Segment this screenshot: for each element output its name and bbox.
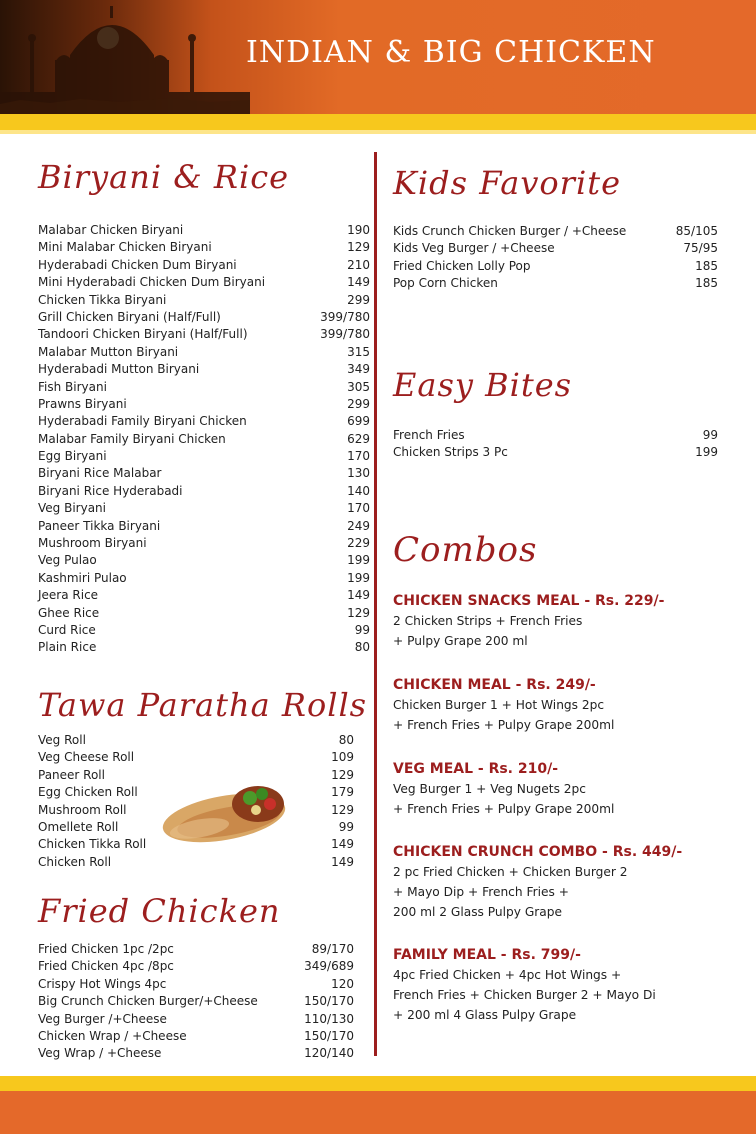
menu-item-price: 120/140 (304, 1046, 354, 1061)
menu-item (38, 222, 370, 239)
header-yellow-band (0, 114, 756, 130)
menu-item-price: 699 (347, 414, 370, 429)
menu-item-name: Biryani Rice Malabar (38, 466, 162, 481)
menu-item-price: 130 (347, 466, 370, 481)
menu-item (38, 605, 370, 622)
menu-item (38, 292, 370, 309)
menu-item-price: 150/170 (304, 1028, 354, 1043)
menu-item-name: Ghee Rice (38, 605, 100, 620)
menu-item-price: 185 (695, 276, 718, 291)
menu-item-name: Malabar Family Biryani Chicken (38, 431, 226, 446)
menu-item-name: Egg Biryani (38, 449, 107, 464)
combo-item (393, 945, 733, 1025)
menu-item-name: Fried Chicken Lolly Pop (393, 258, 531, 273)
menu-item-price: 315 (347, 344, 370, 359)
menu-item (38, 344, 370, 361)
menu-item-price: 179 (331, 785, 354, 800)
menu-item-price: 150/170 (304, 994, 354, 1009)
menu-item-name: Hyderabadi Mutton Biryani (38, 362, 200, 377)
menu-item (38, 732, 354, 749)
menu-item-price: 129 (331, 802, 354, 817)
menu-item-price: 249 (347, 518, 370, 533)
combo-item (393, 591, 733, 651)
menu-item-name: Chicken Tikka Roll (38, 837, 147, 852)
menu-item-price: 89/170 (311, 942, 354, 956)
menu-item-name: Kashmiri Pulao (38, 570, 127, 585)
menu-item (38, 958, 354, 975)
combo-description (393, 695, 733, 735)
combo-line: French Fries + Chicken Burger 2 + Mayo Di (393, 988, 656, 1002)
combo-title: CHICKEN CRUNCH COMBO - Rs. 449/- (393, 844, 683, 860)
combo-title: CHICKEN SNACKS MEAL - Rs. 229/- (393, 593, 665, 609)
menu-item-name: Biryani Rice Hyderabadi (38, 483, 183, 498)
menu-item-name: Pop Corn Chicken (393, 276, 498, 291)
menu-item (38, 941, 354, 958)
menu-item-name: Big Crunch Chicken Burger/+Cheese (38, 994, 258, 1009)
combo-line: 4pc Fried Chicken + 4pc Hot Wings + (393, 968, 622, 982)
fried-list (38, 941, 354, 1063)
menu-item-price: 149 (331, 854, 354, 869)
combo-description (393, 965, 733, 1025)
menu-item-price: 629 (347, 431, 370, 446)
menu-item-name: Curd Rice (38, 622, 96, 637)
combo-title: CHICKEN MEAL - Rs. 249/- (393, 677, 596, 693)
menu-item (38, 500, 370, 517)
menu-item-name: Mushroom Roll (38, 802, 127, 817)
combo-description (393, 611, 733, 651)
combo-description (393, 862, 733, 922)
menu-item-name: Chicken Strips 3 Pc (393, 445, 508, 460)
header-banner (0, 0, 756, 114)
menu-item (38, 431, 370, 448)
combo-line: 2 pc Fried Chicken + Chicken Burger 2 (393, 865, 628, 879)
menu-item-name: Plain Rice (38, 640, 97, 655)
menu-item-price: 109 (331, 750, 354, 765)
menu-item (38, 518, 370, 535)
menu-item (38, 361, 370, 378)
section-title-kids: Kids Favorite (393, 164, 621, 202)
combo-line: 2 Chicken Strips + French Fries (393, 614, 583, 628)
menu-item-name: Paneer Roll (38, 767, 105, 782)
menu-item (38, 413, 370, 430)
menu-item-name: Kids Crunch Chicken Burger / +Cheese (393, 224, 627, 238)
menu-item-price: 170 (347, 449, 370, 464)
menu-item (38, 993, 354, 1010)
menu-item-name: Chicken Roll (38, 854, 112, 869)
menu-item-name: Kids Veg Burger / +Cheese (393, 241, 555, 256)
menu-item-price: 129 (347, 240, 370, 255)
menu-item (38, 465, 370, 482)
menu-item-name: Fried Chicken 4pc /8pc (38, 959, 174, 974)
combo-item (393, 675, 733, 735)
menu-item-name: French Fries (393, 428, 465, 442)
menu-item (38, 1011, 354, 1028)
menu-item-price: 190 (347, 223, 370, 237)
menu-item-name: Mini Malabar Chicken Biryani (38, 240, 212, 255)
menu-item-name: Veg Pulao (38, 553, 97, 568)
section-title-biryani: Biryani & Rice (38, 158, 290, 196)
menu-item-price: 299 (347, 292, 370, 307)
menu-item-name: Tandoori Chicken Biryani (Half/Full) (38, 327, 248, 342)
menu-item-name: Veg Roll (38, 733, 86, 747)
menu-item-name: Mushroom Biryani (38, 536, 147, 551)
menu-item-name: Hyderabadi Family Biryani Chicken (38, 414, 247, 429)
section-title-tawa: Tawa Paratha Rolls (38, 686, 368, 724)
footer-orange-band (0, 1091, 756, 1134)
footer-yellow-band (0, 1076, 756, 1091)
menu-item-name: Chicken Tikka Biryani (38, 292, 167, 307)
menu-item-name: Crispy Hot Wings 4pc (38, 976, 167, 991)
menu-item-price: 170 (347, 501, 370, 516)
menu-item-price: 185 (695, 258, 718, 273)
menu-item-price: 399/780 (320, 327, 370, 342)
menu-item-price: 299 (347, 396, 370, 411)
menu-item (38, 552, 370, 569)
combo-title: VEG MEAL - Rs. 210/- (393, 761, 559, 777)
menu-item (393, 275, 718, 292)
menu-item-price: 349/689 (304, 959, 354, 974)
menu-item (393, 223, 718, 240)
menu-item-price: 80 (354, 640, 370, 655)
menu-item (38, 587, 370, 604)
menu-item-name: Omellete Roll (38, 819, 119, 834)
menu-item (38, 309, 370, 326)
biryani-list (38, 222, 370, 657)
menu-item-name: Egg Chicken Roll (38, 785, 138, 800)
combo-line: + 200 ml 4 Glass Pulpy Grape (393, 1008, 577, 1022)
menu-item-price: 229 (347, 536, 370, 551)
combo-item (393, 842, 733, 922)
menu-item-price: 129 (347, 605, 370, 620)
menu-item (38, 622, 370, 639)
kids-list (393, 223, 718, 293)
menu-item-name: Veg Burger /+Cheese (38, 1011, 167, 1026)
combo-line: 200 ml 2 Glass Pulpy Grape (393, 905, 562, 919)
taj-mahal-silhouette-icon (0, 0, 250, 114)
menu-item-name: Mini Hyderabadi Chicken Dum Biryani (38, 275, 266, 290)
menu-item-name: Fish Biryani (38, 379, 107, 394)
wrap-roll-image (158, 778, 290, 846)
menu-item-price: 110/130 (304, 1011, 354, 1026)
menu-item (38, 639, 370, 656)
menu-item-price: 140 (347, 483, 370, 498)
menu-item-price: 349 (347, 362, 370, 377)
menu-item (38, 448, 370, 465)
combo-title: FAMILY MEAL - Rs. 799/- (393, 947, 581, 963)
menu-item-name: Veg Cheese Roll (38, 750, 135, 765)
menu-item-price: 305 (347, 379, 370, 394)
menu-item-price: 149 (347, 588, 370, 603)
page-title: INDIAN & BIG CHICKEN (246, 35, 656, 70)
menu-item (38, 239, 370, 256)
menu-item-price: 80 (338, 733, 354, 747)
menu-item-name: Hyderabadi Chicken Dum Biryani (38, 257, 237, 272)
menu-item-name: Veg Wrap / +Cheese (38, 1046, 162, 1061)
column-divider (374, 152, 377, 1056)
menu-item (38, 570, 370, 587)
combo-line: Chicken Burger 1 + Hot Wings 2pc (393, 698, 605, 712)
combo-line: + French Fries + Pulpy Grape 200ml (393, 802, 615, 816)
menu-item-name: Grill Chicken Biryani (Half/Full) (38, 309, 221, 324)
menu-item-price: 149 (347, 275, 370, 290)
combo-item (393, 759, 733, 819)
menu-item (38, 396, 370, 413)
menu-item (38, 257, 370, 274)
menu-item (38, 854, 354, 871)
menu-item-price: 99 (702, 428, 718, 442)
menu-item-name: Chicken Wrap / +Cheese (38, 1028, 187, 1043)
menu-item (38, 1028, 354, 1045)
menu-item-name: Fried Chicken 1pc /2pc (38, 942, 174, 956)
menu-item-name: Malabar Mutton Biryani (38, 344, 179, 359)
menu-item (393, 240, 718, 257)
section-title-fried: Fried Chicken (38, 892, 281, 930)
menu-item-name: Jeera Rice (38, 588, 99, 603)
menu-item-price: 99 (354, 622, 370, 637)
menu-item-price: 399/780 (320, 309, 370, 324)
menu-item-price: 199 (347, 553, 370, 568)
menu-item (38, 326, 370, 343)
easy-list (393, 427, 718, 462)
header-yellow-band-light (0, 130, 756, 134)
menu-item-name: Malabar Chicken Biryani (38, 223, 184, 237)
menu-item-price: 85/105 (675, 224, 718, 238)
menu-item-price: 99 (338, 819, 354, 834)
menu-item (393, 444, 718, 461)
menu-item (38, 483, 370, 500)
menu-item (393, 258, 718, 275)
menu-item (38, 1045, 354, 1062)
combo-line: + Mayo Dip + French Fries + (393, 885, 569, 899)
menu-item (38, 379, 370, 396)
menu-item-price: 120 (331, 976, 354, 991)
combo-description (393, 779, 733, 819)
menu-item-price: 129 (331, 767, 354, 782)
section-title-combos: Combos (393, 530, 538, 570)
combo-line: + Pulpy Grape 200 ml (393, 634, 528, 648)
menu-item-price: 75/95 (683, 241, 718, 256)
menu-item-name: Prawns Biryani (38, 396, 127, 411)
menu-item (38, 976, 354, 993)
menu-item-price: 149 (331, 837, 354, 852)
menu-item-name: Veg Biryani (38, 501, 106, 516)
menu-item-price: 199 (695, 445, 718, 460)
menu-item-price: 199 (347, 570, 370, 585)
section-title-easy: Easy Bites (393, 366, 573, 404)
combo-line: Veg Burger 1 + Veg Nugets 2pc (393, 782, 586, 796)
menu-item (38, 535, 370, 552)
menu-item-price: 210 (347, 257, 370, 272)
menu-item-name: Paneer Tikka Biryani (38, 518, 161, 533)
combo-line: + French Fries + Pulpy Grape 200ml (393, 718, 615, 732)
menu-item (393, 427, 718, 444)
menu-item (38, 749, 354, 766)
menu-item (38, 274, 370, 291)
